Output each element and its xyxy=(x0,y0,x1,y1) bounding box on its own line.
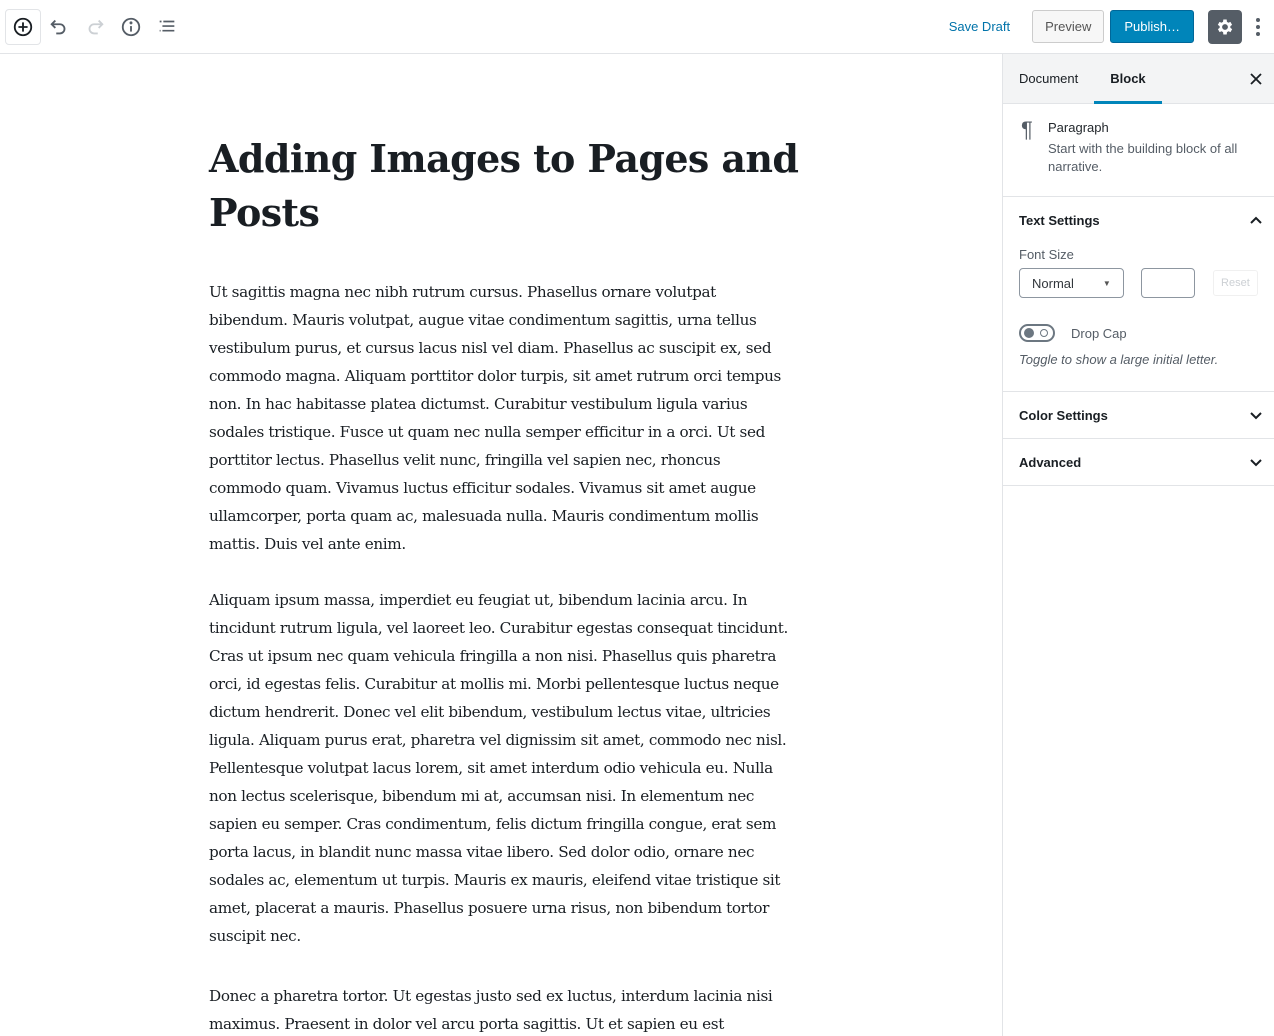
custom-font-size-input[interactable] xyxy=(1141,268,1195,298)
chevron-down-icon xyxy=(1249,408,1263,422)
preview-button[interactable]: Preview xyxy=(1032,10,1104,43)
color-settings-panel xyxy=(1003,392,1274,439)
text-settings-toggle[interactable] xyxy=(1003,197,1274,243)
outline-icon xyxy=(156,16,178,38)
editor-canvas xyxy=(0,54,1002,1036)
settings-sidebar xyxy=(1002,54,1274,1036)
add-block-icon xyxy=(12,16,34,38)
tab-block[interactable]: Block xyxy=(1094,54,1161,103)
chevron-up-icon xyxy=(1249,213,1263,227)
text-settings-body xyxy=(1003,247,1274,391)
info-icon xyxy=(120,16,142,38)
toolbar-left-group xyxy=(0,0,185,53)
toggle-knob xyxy=(1024,328,1034,338)
font-size-label: Font Size xyxy=(1019,247,1074,262)
sidebar-tabs xyxy=(1003,54,1274,104)
block-name: Paragraph xyxy=(1048,120,1109,135)
chevron-down-icon xyxy=(1249,455,1263,469)
toolbar-right-group xyxy=(949,0,1274,53)
add-block-button[interactable] xyxy=(5,9,41,45)
font-size-select[interactable] xyxy=(1019,268,1124,298)
publish-button[interactable]: Publish… xyxy=(1110,10,1194,43)
paragraph-block[interactable]: Donec a pharetra tortor. Ut egestas justo sed ex luctus, interdum lacinia nisi maximus. Praesent in dolor vel arcu porta sagittis. Ut et sapien eu est xyxy=(209,987,773,1033)
drop-cap-help: Toggle to show a large initial letter. xyxy=(1019,352,1219,367)
block-description: Start with the building block of all narrative. xyxy=(1048,141,1238,174)
text-settings-panel xyxy=(1003,197,1274,392)
redo-button[interactable] xyxy=(77,9,113,45)
reset-font-size-button[interactable]: Reset xyxy=(1213,270,1258,296)
panel-title: Color Settings xyxy=(1019,407,1108,423)
advanced-panel xyxy=(1003,439,1274,486)
drop-cap-toggle[interactable] xyxy=(1019,324,1055,342)
panel-title: Advanced xyxy=(1019,454,1082,470)
color-settings-toggle[interactable] xyxy=(1003,392,1274,438)
content-info-button[interactable] xyxy=(113,9,149,45)
paragraph-icon: ¶ xyxy=(1021,117,1033,142)
undo-button[interactable] xyxy=(41,9,77,45)
more-tools-button[interactable] xyxy=(1246,9,1270,45)
undo-icon xyxy=(48,16,70,38)
tab-document[interactable]: Document xyxy=(1019,71,1079,86)
block-navigation-button[interactable] xyxy=(149,9,185,45)
font-size-row xyxy=(1019,268,1258,298)
dropdown-arrow-icon: ▼ xyxy=(1102,278,1111,288)
paragraph-block[interactable]: Ut sagittis magna nec nibh rutrum cursus. Phasellus ornare volutpat bibendum. Mauris volutpat, augue vitae condimentum sagittis, urna tellus vestibulum purus, et cursus lacus nisl vel diam. Phasellus ac suscipit ex, sed commodo magna. Aliquam porttitor dolor turpis, sit amet rutrum orci tempus non. In hac habitasse platea dictumst. Curabitur vestibulum ligula varius sodales tristique. Fusce ut quam nec nulla semper efficitur in a orci. Ut sed porttitor lectus. Phasellus velit nunc, fringilla vel sapien nec, rhoncus commodo quam. Vivamus luctus efficitur sodales. Vivamus sit amet augue ullamcorper, porta quam ac, malesuada nulla. Mauris condimentum mollis mattis. Duis vel ante enim. xyxy=(209,283,781,553)
vertical-ellipsis-icon xyxy=(1255,17,1261,37)
close-sidebar-button[interactable] xyxy=(1244,67,1268,91)
close-icon xyxy=(1250,73,1262,85)
redo-icon xyxy=(84,16,106,38)
post-title[interactable]: Adding Images to Pages and Posts xyxy=(209,136,799,235)
paragraph-block[interactable]: Aliquam ipsum massa, imperdiet eu feugiat ut, bibendum lacinia arcu. In tincidunt rutrum ligula, vel laoreet leo. Curabitur egestas consequat tincidunt. Cras ut ipsum nec quam vehicula fringilla a non nisi. Phasellus quis pharetra orci, id egestas felis. Curabitur at mollis mi. Morbi pellentesque luctus neque dictum hendrerit. Donec vel elit bibendum, vestibulum lectus vitae, ultricies ligula. Aliquam purus erat, pharetra vel dignissim sit amet, commodo nec nisl. Pellentesque volutpat lacus lorem, sit amet interdum odio vehicula eu. Nulla non lectus scelerisque, bibendum mi at, accumsan nisi. In elementum nec sapien eu semper. Cras condimentum, felis dictum fringilla congue, erat sem porta lacus, in blandit nunc massa vitae libero. Sed dolor odio, ornare nec sodales ac, elementum ut turpis. Mauris ex mauris, eleifend vitae tristique sit amet, placerat a mauris. Phasellus posuere urna risus, non bibendum tortor suscipit nec. xyxy=(209,591,788,945)
drop-cap-label: Drop Cap xyxy=(1071,325,1127,341)
settings-button[interactable] xyxy=(1208,10,1242,44)
save-draft-button[interactable]: Save Draft xyxy=(948,19,1011,34)
editor-toolbar xyxy=(0,0,1274,54)
advanced-toggle[interactable] xyxy=(1003,439,1274,485)
panel-title: Text Settings xyxy=(1019,212,1100,228)
drop-cap-row xyxy=(1019,324,1258,342)
block-card xyxy=(1003,104,1274,197)
gear-icon xyxy=(1215,17,1235,37)
font-size-value: Normal xyxy=(1032,275,1074,291)
toggle-off-indicator xyxy=(1040,329,1048,337)
